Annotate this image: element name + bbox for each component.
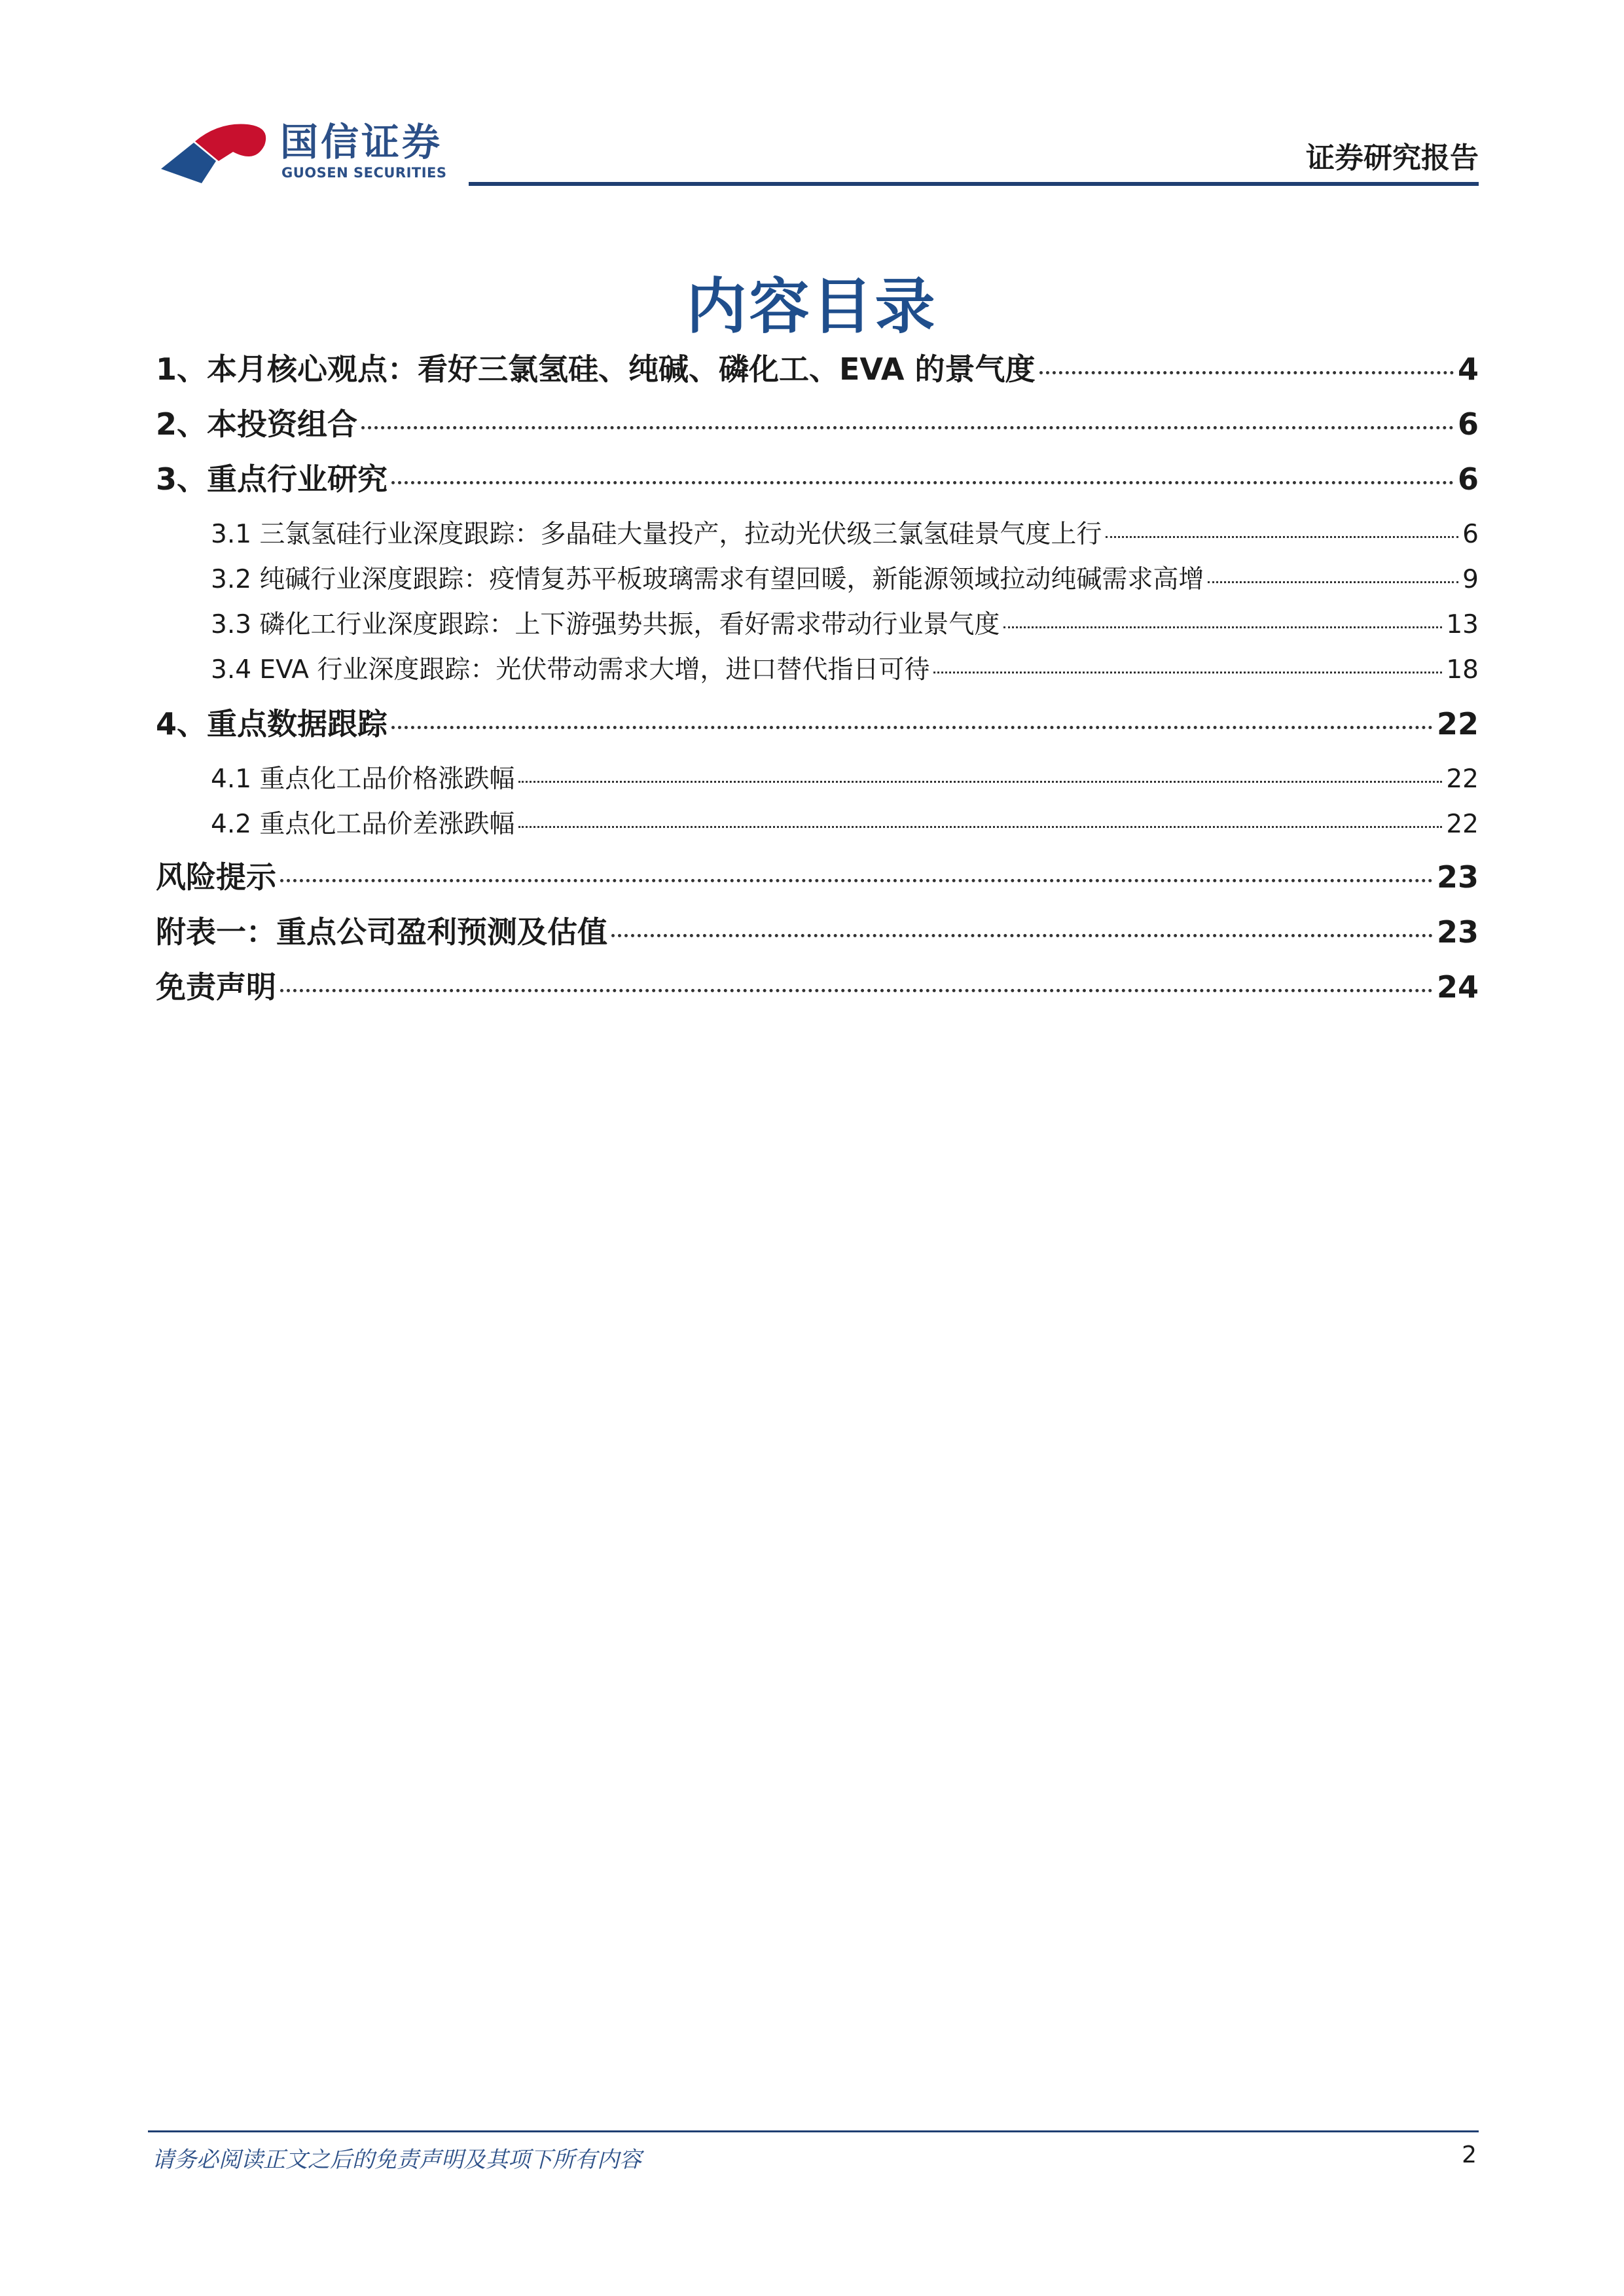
toc-entry-title: 3.4 EVA 行业深度跟踪：光伏带动需求大增，进口替代指日可待 <box>211 655 930 685</box>
toc-entry[interactable] <box>156 963 1479 1007</box>
toc-entry[interactable] <box>156 700 1479 744</box>
toc-title: 内容目录 <box>686 272 938 342</box>
toc-entry[interactable] <box>156 456 1479 499</box>
toc-leader-dots <box>933 672 1442 673</box>
footer-divider <box>148 2130 1479 2132</box>
toc-entry-page: 6 <box>1462 520 1479 549</box>
toc-leader-dots <box>1039 371 1454 374</box>
report-type-label: 证券研究报告 <box>1306 141 1479 175</box>
toc-entry-page: 13 <box>1446 610 1479 639</box>
toc-leader-dots <box>518 781 1442 783</box>
toc-entry-title: 免责声明 <box>156 969 276 1005</box>
toc-entry-page: 18 <box>1446 655 1479 685</box>
toc-entry-title: 4.1 重点化工品价格涨跌幅 <box>211 764 515 794</box>
toc-entry-page: 6 <box>1457 406 1479 442</box>
logo-english-name: GUOSEN SECURITIES <box>281 165 447 181</box>
toc-entry[interactable] <box>156 853 1479 897</box>
toc-entry-title: 附表一：重点公司盈利预测及估值 <box>156 914 607 950</box>
toc-entry[interactable] <box>156 908 1479 952</box>
toc-leader-dots <box>391 481 1454 484</box>
toc-entry-page: 22 <box>1446 764 1479 794</box>
toc-entry-page: 24 <box>1436 969 1479 1005</box>
footer-disclaimer: 请务必阅读正文之后的免责声明及其项下所有内容 <box>152 2147 641 2173</box>
guosen-logo <box>156 111 496 196</box>
toc-leader-dots <box>391 726 1433 729</box>
toc-entry-page: 6 <box>1457 461 1479 497</box>
page-number: 2 <box>1462 2142 1477 2168</box>
toc-subentry[interactable] <box>211 604 1479 641</box>
toc-entry-title: 3.2 纯碱行业深度跟踪：疫情复苏平板玻璃需求有望回暖，新能源领域拉动纯碱需求高增 <box>211 565 1204 594</box>
toc-subentry[interactable] <box>211 804 1479 840</box>
toc-leader-dots <box>280 879 1433 882</box>
guosen-logo-mark-icon <box>156 118 274 190</box>
toc-subentry[interactable] <box>211 759 1479 795</box>
toc-entry[interactable] <box>156 346 1479 389</box>
toc-entry-title: 3、重点行业研究 <box>156 461 388 497</box>
toc-leader-dots <box>280 989 1433 992</box>
header-divider <box>469 182 1479 186</box>
toc-entry-title: 3.1 三氯氢硅行业深度跟踪：多晶硅大量投产，拉动光伏级三氯氢硅景气度上行 <box>211 520 1102 549</box>
toc-leader-dots <box>1106 536 1458 538</box>
toc-subentry[interactable] <box>211 514 1479 550</box>
toc-leader-dots <box>1003 626 1442 628</box>
toc-subentry[interactable] <box>211 649 1479 686</box>
logo-chinese-name: 国信证券 <box>280 120 443 164</box>
toc-entry[interactable] <box>156 401 1479 444</box>
toc-entry-page: 23 <box>1436 914 1479 950</box>
toc-entry-page: 22 <box>1436 706 1479 742</box>
toc-leader-dots <box>518 826 1442 828</box>
toc-leader-dots <box>361 426 1454 429</box>
toc-entry-page: 9 <box>1462 565 1479 594</box>
toc-entry-page: 23 <box>1436 859 1479 895</box>
toc-entry-page: 22 <box>1446 810 1479 839</box>
toc-entry-title: 2、本投资组合 <box>156 406 358 442</box>
toc-entry-title: 1、本月核心观点：看好三氯氢硅、纯碱、磷化工、EVA 的景气度 <box>156 351 1036 387</box>
toc-entry-title: 风险提示 <box>156 859 276 895</box>
toc-leader-dots <box>1208 581 1458 583</box>
toc-subentry[interactable] <box>211 559 1479 596</box>
toc-leader-dots <box>611 934 1433 937</box>
toc-entry-title: 4.2 重点化工品价差涨跌幅 <box>211 810 515 839</box>
toc-entry-title: 4、重点数据跟踪 <box>156 706 388 742</box>
toc-entry-title: 3.3 磷化工行业深度跟踪：上下游强势共振，看好需求带动行业景气度 <box>211 610 1000 639</box>
toc-entry-page: 4 <box>1457 351 1479 387</box>
